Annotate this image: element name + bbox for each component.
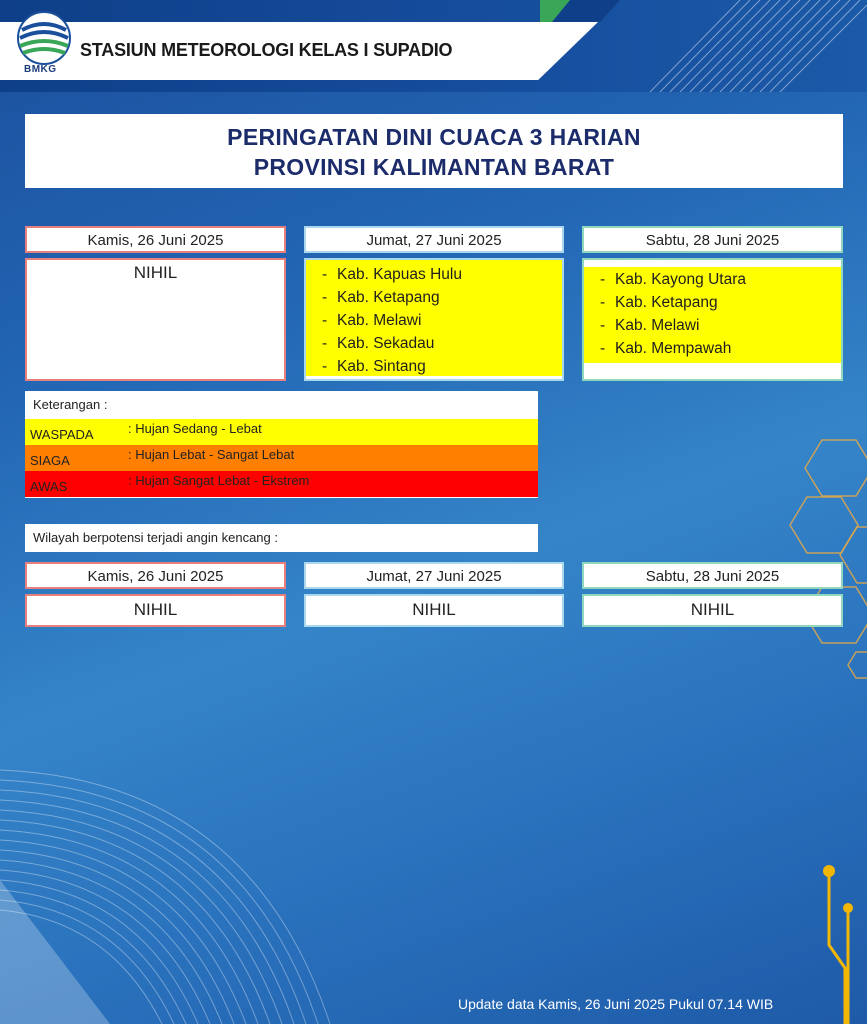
warning-date-day2: Jumat, 27 Juni 2025 (304, 226, 564, 253)
wind-date-day1: Kamis, 26 Juni 2025 (25, 562, 286, 589)
header-stripes-decoration (540, 0, 867, 92)
page-title-line2: PROVINSI KALIMANTAN BARAT (253, 154, 615, 180)
list-item: - Kab. Melawi (322, 312, 422, 329)
wind-date-day2: Jumat, 27 Juni 2025 (304, 562, 564, 589)
legend-row-awas (25, 471, 538, 497)
wind-status-day1: NIHIL (25, 594, 286, 627)
list-item: - Kab. Kayong Utara (600, 271, 746, 288)
update-timestamp: Update data Kamis, 26 Juni 2025 Pukul 07.14 WIB (458, 996, 774, 1012)
legend-title: Keterangan : (33, 397, 108, 412)
legend-level-desc: : Hujan Sangat Lebat - Ekstrem (128, 473, 310, 488)
wind-status-day3: NIHIL (582, 594, 843, 627)
list-item: - Kab. Kapuas Hulu (322, 266, 462, 283)
legend-level-name: WASPADA (30, 427, 94, 442)
warning-status-day1: NIHIL (133, 263, 178, 282)
page-title-box (25, 114, 843, 188)
list-item: - Kab. Melawi (600, 317, 700, 334)
wind-date-day3: Sabtu, 28 Juni 2025 (582, 562, 843, 589)
legend-level-desc: : Hujan Lebat - Sangat Lebat (128, 447, 295, 462)
list-item: - Kab. Mempawah (600, 340, 732, 357)
legend-row-siaga (25, 445, 538, 471)
list-item: - Kab. Sekadau (322, 335, 435, 352)
warning-region-list-day2 (306, 260, 562, 376)
warning-region-list-day3 (584, 267, 841, 363)
warning-content-day1 (25, 258, 286, 381)
legend-level-name: SIAGA (30, 453, 70, 468)
hexagon-decoration (790, 440, 867, 678)
list-item: - Kab. Sintang (322, 358, 426, 375)
station-name: STASIUN METEOROLOGI KELAS I SUPADIO (80, 40, 453, 60)
legend-box (25, 391, 538, 498)
legend-level-desc: : Hujan Sedang - Lebat (128, 421, 262, 436)
list-item: - Kab. Ketapang (600, 294, 718, 311)
bmkg-logo-text: BMKG (24, 64, 57, 75)
wind-status-day2: NIHIL (304, 594, 564, 627)
list-item: - Kab. Ketapang (322, 289, 440, 306)
page-title-line1: PERINGATAN DINI CUACA 3 HARIAN (227, 124, 641, 150)
warning-date-day3: Sabtu, 28 Juni 2025 (582, 226, 843, 253)
legend-row-waspada (25, 419, 538, 445)
wind-section-title: Wilayah berpotensi terjadi angin kencang : (25, 524, 538, 552)
legend-level-name: AWAS (30, 479, 68, 494)
warning-date-day1: Kamis, 26 Juni 2025 (25, 226, 286, 253)
circuit-decoration (829, 871, 848, 1024)
